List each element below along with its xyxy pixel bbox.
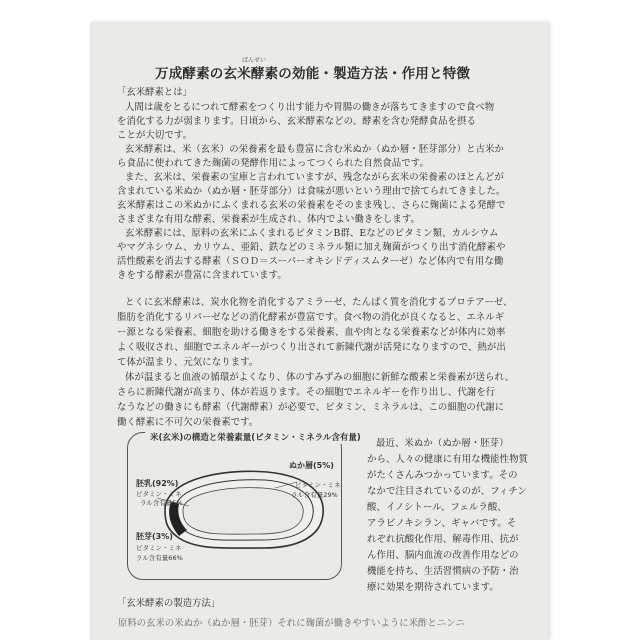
body-line: て体が温まり、元気になります。 [117, 357, 259, 368]
body-line: 最近、米ぬか（ぬか層・胚芽） [376, 438, 509, 449]
rice-structure-figure-title: 米(玄米)の構造と栄養素量(ビタミン・ミネラル含有量) [145, 430, 366, 444]
body-line: 体が温まると血液の循環がよくなり、体のすみずみの細胞に新鮮な酸素と栄養素が送られ、 [125, 372, 515, 383]
body-line: ー源となる栄養素、細胞を助ける働きをする栄養素、血や肉となる栄養素などが体内に効率 [117, 327, 506, 338]
germ-label: 胚芽(3%) [136, 532, 173, 541]
body-line: 玄米酵素はこの米ぬかにふくまれる玄米の栄養素をそのまま残し、さらに麹菌による発酵で [117, 200, 506, 211]
germ-vitamin-value: ラル含有量66% [136, 554, 183, 562]
page-title: 万成酵素の玄米酵素の効能・製造方法・作用と特徴 [155, 66, 471, 82]
body-line: ことが大切です。 [117, 130, 193, 141]
body-line: 人間は歳をとるにつれて酵素をつくり出す能力や胃腸の働きが落ちてきますので食べ物 [125, 102, 495, 113]
body-line: 含まれている米ぬか（ぬか層・胚芽部分）は食味が悪いという理由で捨てられてきました。 [117, 186, 506, 197]
bran-label: ぬか層(5%) [289, 461, 334, 470]
body-line: れぞれ抗酸化作用、解毒作用、抗が [367, 534, 519, 545]
body-line: 療に効果を期待されています。 [367, 582, 499, 593]
body-line: また、玄米は、栄養素の宝庫と言われていますが、残念ながら玄米の栄養素のほとんどが [125, 172, 505, 183]
section-heading-genmai-koso: 「玄米酵素とは」 [117, 87, 193, 98]
endosperm-label: 胚乳(92%) [136, 479, 179, 488]
body-line: ら食品に使われてきた麹菌の発酵作用によってつくられた自然食品です。 [117, 158, 429, 169]
body-line: なうなどの働きにも酵素（代謝酵素）が必要で、ビタミン、ミネラルは、この細胞の代謝に [117, 402, 505, 413]
body-line: さまざまな有用な酵素、栄養素が生成され、体内でよい働きをします。 [117, 214, 421, 225]
body-line: 脂肪を消化するリパーゼなどの消化酵素が豊富です。食べ物の消化が良くなると、エネルギ [117, 312, 505, 323]
body-line: 玄米酵素には、原料の玄米にふくまれるビタミンB群、Eなどのビタミン類、カルシウム [125, 228, 499, 239]
body-line: 働く酵素に不可欠の栄養素です。 [117, 417, 259, 428]
bran-vitamin-label: ビタミン・ミネ [295, 481, 341, 489]
germ-vitamin-label: ビタミン・ミネ [136, 544, 182, 552]
body-line: を消化する力が弱まります。日頃から、玄米酵素などの、酵素を含む発酵食品を摂る [117, 116, 476, 127]
body-line: 機能を持ち、生活習慣病の予防・治 [367, 566, 519, 577]
body-line: きをする酵素が豊富に含まれています。 [117, 270, 287, 281]
section-heading-production-method: 「玄米酵素の製造方法」 [117, 598, 221, 609]
body-line: 原料の玄米の米ぬか（ぬか層・胚芽）それに麹菌が働きやすいように米酢とニンニ [118, 618, 465, 629]
endosperm-vitamin-label: ビタミン・ミネ [136, 490, 182, 498]
title-ruby: ばんせい [242, 57, 267, 64]
endosperm-vitamin-value: ラル含有量5% [140, 499, 183, 507]
body-line: とくに玄米酵素は、炭水化物を消化するアミラーゼ、たんぱく質を消化するプロテアーゼ、 [125, 297, 513, 308]
bran-vitamin-value: ラル含有量29% [291, 491, 338, 499]
body-line: ん作用、脳内血流の改善作用などの [367, 550, 519, 561]
body-line: やマグネシウム、カリウム、亜鉛、鉄などのミネラル類に加え麹菌がつくり出す消化酵素や [117, 242, 506, 253]
body-line: なかで注目されているのが、フィチン [367, 486, 527, 497]
body-line: がたくさんみつかっています。その [367, 470, 518, 481]
body-line: 活性酸素を消去する酵素（ＳＯＤ＝スーパーオキシドディスムターゼ）など体内で有用な働 [117, 256, 504, 267]
body-line: さらに新陳代謝が高まり、体が若返ります。その細胞でエネルギーを作り出し、代謝を行 [117, 387, 496, 398]
body-line: アラビノキシラン、ギャバです。そ [367, 518, 517, 529]
body-line: から、人々の健康に有用な機能性物質 [367, 454, 529, 465]
document-page [90, 22, 548, 640]
body-line: 玄米酵素は、米（玄米）の栄養素を最も豊富に含む米ぬか（ぬか層・胚芽部分）と古米か [125, 144, 505, 155]
endosperm [183, 488, 303, 535]
body-line: 酸、イノシトール、フェルラ酸、 [367, 502, 507, 513]
body-line: よく吸収され、細胞でエネルギーがつくり出されて新陳代謝が活発になりますので、熱が出 [117, 342, 506, 353]
